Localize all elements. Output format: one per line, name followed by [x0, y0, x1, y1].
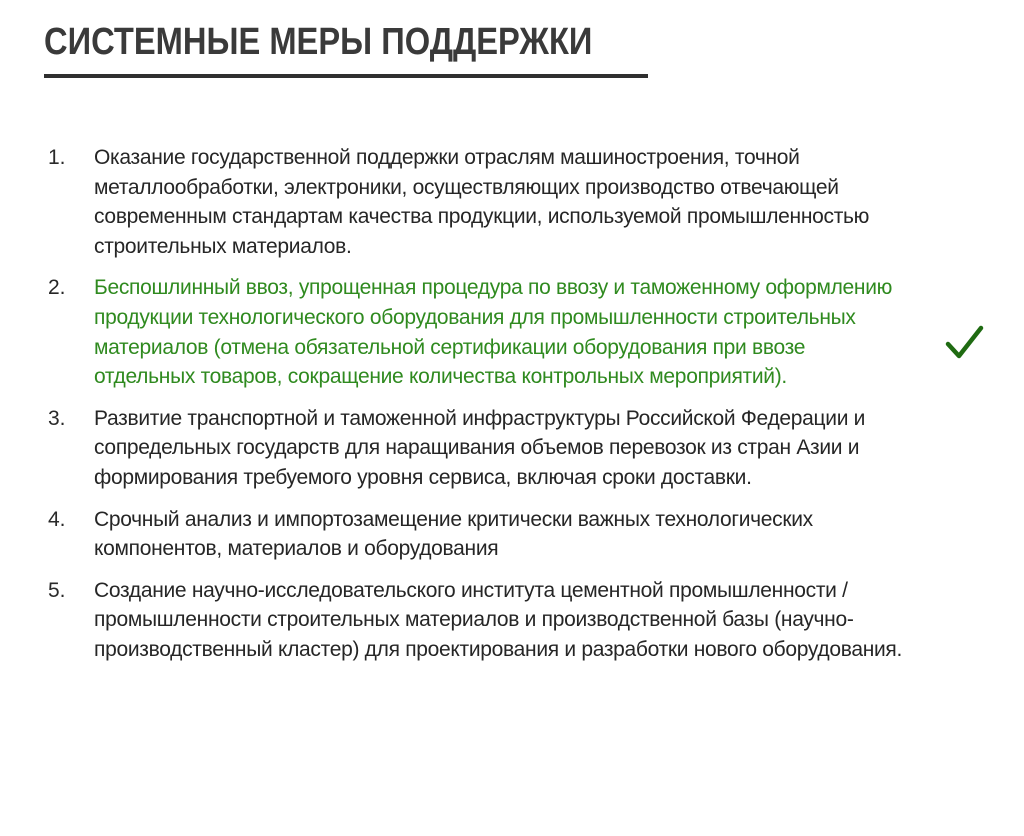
measures-list: [48, 143, 908, 677]
item-number: 2.: [48, 276, 66, 300]
item-number: 3.: [48, 406, 66, 430]
item-text: Беспошлинный ввоз, упрощенная процедура по ввозу и таможенному оформлению продукции технологического оборудования для промышленности строительных материалов (отмена обязательной сертификации оборудования при ввозе отдельных товаров, сокращение количества контрольных мероприятий).: [94, 276, 893, 389]
item-number: 1.: [48, 146, 66, 169]
checkmark-icon: [944, 323, 984, 363]
page-title: СИСТЕМНЫЕ МЕРЫ ПОДДЕРЖКИ: [44, 21, 593, 63]
item-text: Создание научно-исследовательского института цементной промышленности / промышленности строительных материалов и производственной базы (научно-производственный кластер) для проектирования и разработки нового оборудования.: [94, 578, 903, 661]
title-block: [44, 16, 648, 78]
item-number: 5.: [48, 578, 66, 602]
list-item: [48, 576, 908, 665]
list-item: [48, 505, 908, 564]
item-text: Развитие транспортной и таможенной инфраструктуры Российской Федерации и сопредельных государств для наращивания объемов перевозок из стран Азии и формирования требуемого уровня сервиса, включая сроки доставки.: [94, 406, 866, 489]
item-number: 4.: [48, 507, 66, 531]
list-item: [48, 143, 908, 261]
item-text: Оказание государственной поддержки отраслям машиностроения, точной металлообработки, электроники, осуществляющих производство отвечающей современным стандартам качества продукции, используемой промышленностью строительных материалов.: [94, 146, 870, 258]
item-text: Срочный анализ и импортозамещение критически важных технологических компонентов, материалов и оборудования: [94, 507, 813, 561]
list-item: [48, 404, 908, 493]
title-underline: [44, 74, 648, 78]
list-item-highlighted: [48, 273, 908, 391]
